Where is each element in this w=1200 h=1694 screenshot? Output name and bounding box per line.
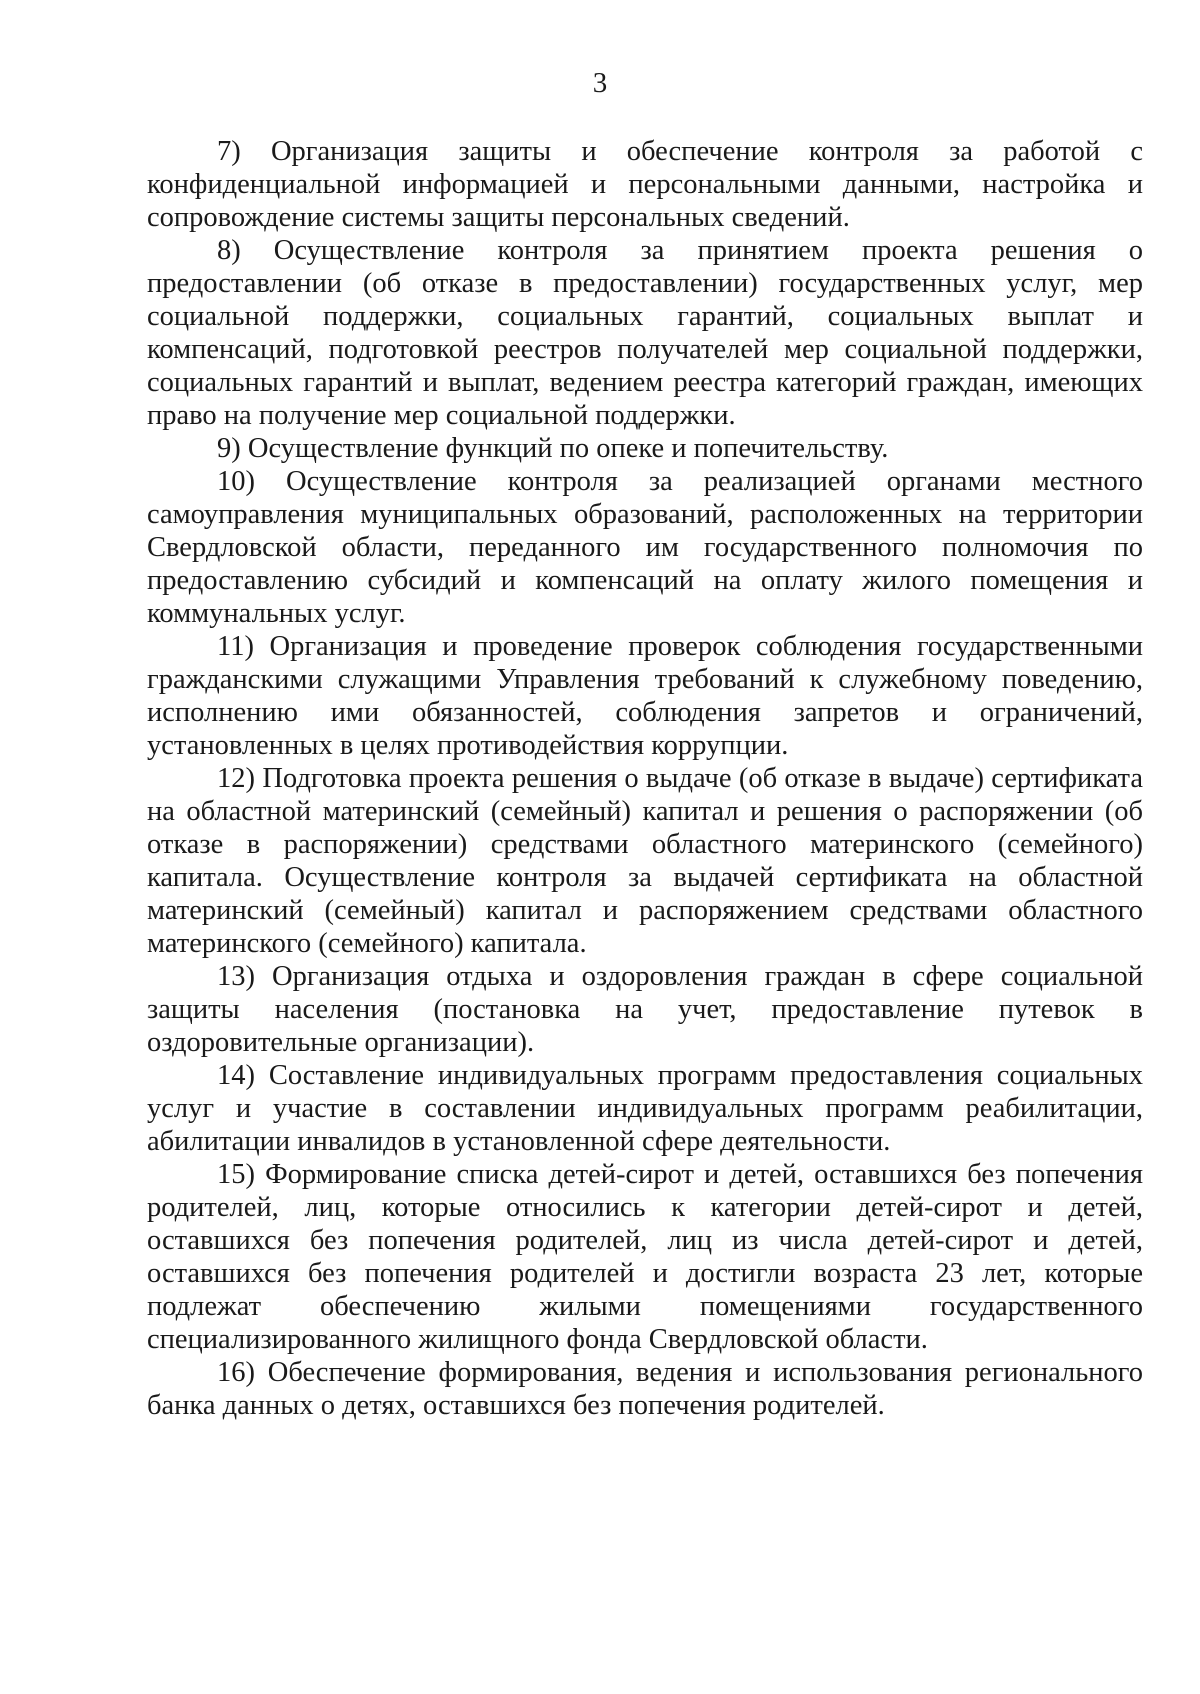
- paragraph-item-12: 12) Подготовка проекта решения о выдаче (об отказе в выдаче) сертификата на областной материнский (семейный) капитал и решения о распоряжении (об отказе в распоряжении) средствами областного материнского (семейного) капитала. Осуществление контроля за выдачей сертификата на областной материнский (семейный) капитал и распоряжением средствами областного материнского (семейного) капитала.: [147, 763, 1143, 959]
- paragraph-item-8: 8) Осуществление контроля за принятием проекта решения о предоставлении (об отказе в предоставлении) государственных услуг, мер социальной поддержки, социальных гарантий, социальных выплат и компенсаций, подготовкой реестров получателей мер социальной поддержки, социальных гарантий и выплат, ведением реестра категорий граждан, имеющих право на получение мер социальной поддержки.: [147, 235, 1143, 431]
- paragraph-item-13: 13) Организация отдыха и оздоровления граждан в сфере социальной защиты населения (постановка на учет, предоставление путевок в оздоровительные организации).: [147, 961, 1143, 1058]
- paragraph-item-16: 16) Обеспечение формирования, ведения и использования регионального банка данных о детях, оставшихся без попечения родителей.: [147, 1357, 1143, 1421]
- paragraph-item-11: 11) Организация и проведение проверок соблюдения государственными гражданскими служащими Управления требований к служебному поведению, исполнению ими обязанностей, соблюдения запретов и ограничений, установленных в целях противодействия коррупции.: [147, 631, 1143, 761]
- paragraph-item-14: 14) Составление индивидуальных программ предоставления социальных услуг и участие в составлении индивидуальных программ реабилитации, абилитации инвалидов в установленной сфере деятельности.: [147, 1060, 1143, 1157]
- paragraph-item-7: 7) Организация защиты и обеспечение контроля за работой с конфиденциальной информацией и персональными данными, настройка и сопровождение системы защиты персональных сведений.: [147, 136, 1143, 233]
- document-body: [147, 135, 1143, 1422]
- paragraph-item-9: 9) Осуществление функций по опеке и попечительству.: [217, 433, 889, 464]
- paragraph-item-10: 10) Осуществление контроля за реализацией органами местного самоуправления муниципальных образований, расположенных на территории Свердловской области, переданного им государственного полномочия по предоставлению субсидий и компенсаций на оплату жилого помещения и коммунальных услуг.: [147, 466, 1143, 629]
- paragraph-item-15: 15) Формирование списка детей-сирот и детей, оставшихся без попечения родителей, лиц, которые относились к категории детей-сирот и детей, оставшихся без попечения родителей, лиц из числа детей-сирот и детей, оставшихся без попечения родителей и достигли возраста 23 лет, которые подлежат обеспечению жилыми помещениями государственного специализированного жилищного фонда Свердловской области.: [147, 1159, 1143, 1355]
- page-number: 3: [592, 67, 608, 99]
